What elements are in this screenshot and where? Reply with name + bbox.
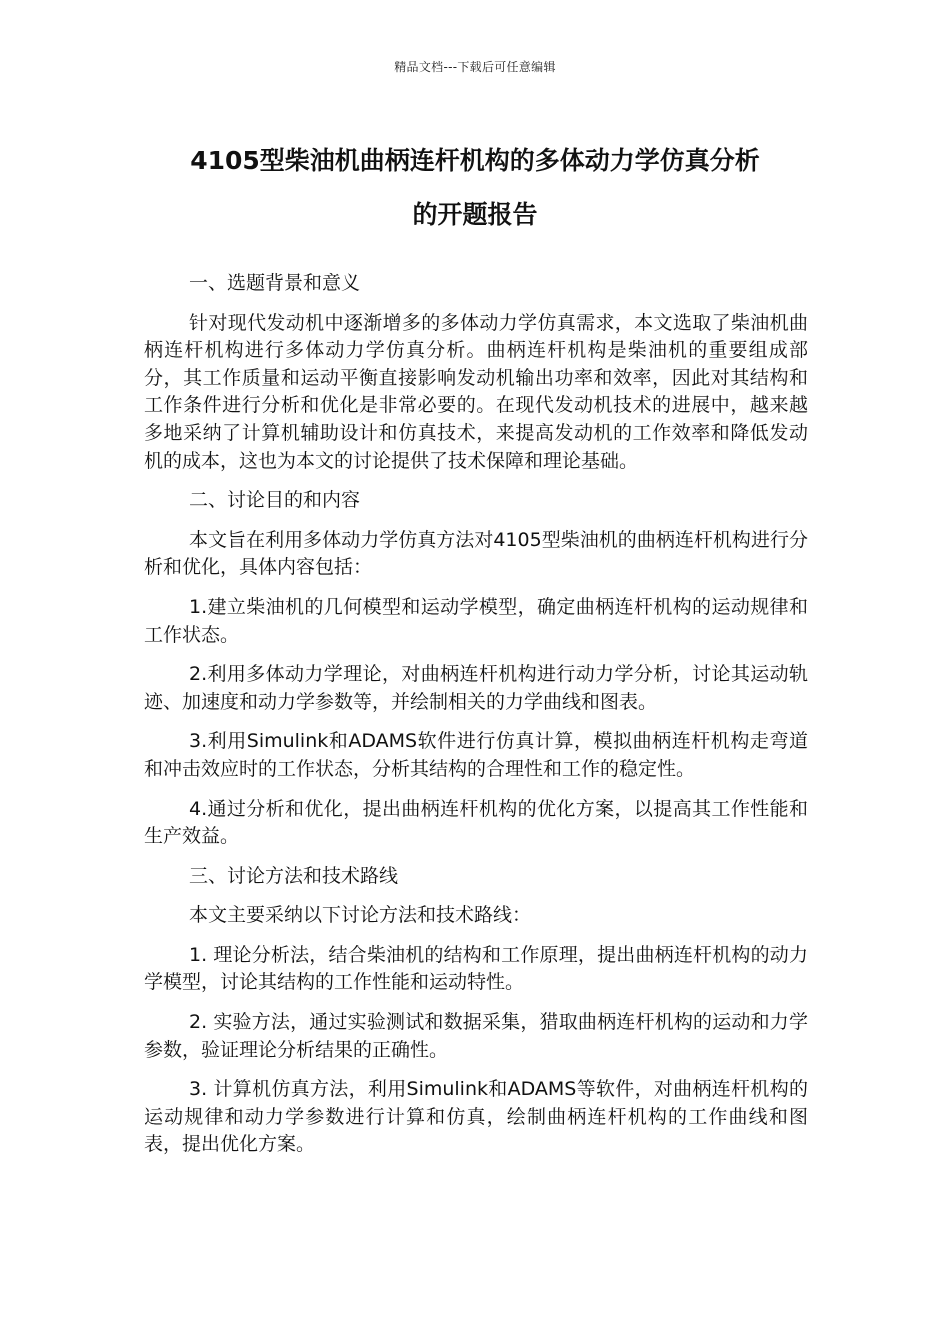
- paragraph: 针对现代发动机中逐渐增多的多体动力学仿真需求，本文选取了柴油机曲柄连杆机构进行多体动力学仿真分析。曲柄连杆机构是柴油机的重要组成部分，其工作质量和运动平衡直接影响发动机输出功率和效率，因此对其结构和工作条件进行分析和优化是非常必要的。在现代发动机技术的进展中，越来越多地采纳了计算机辅助设计和仿真技术，来提高发动机的工作效率和降低发动机的成本，这也为本文的讨论提供了技术保障和理论基础。: [144, 311, 808, 472]
- paragraph: 本文主要采纳以下讨论方法和技术路线：: [189, 904, 532, 927]
- section-heading-objectives: 二、讨论目的和内容: [189, 489, 361, 512]
- title-line-2: 的开题报告: [412, 200, 538, 229]
- section-heading-background: 一、选题背景和意义: [189, 272, 361, 294]
- section-heading-methods: 三、讨论方法和技术路线: [189, 864, 399, 887]
- list-item: 3. 计算机仿真方法，利用Simulink和ADAMS等软件，对曲柄连杆机构的运动规律和动力学参数进行计算和仿真，绘制曲柄连杆机构的工作曲线和图表，提出优化方案。: [144, 1078, 808, 1156]
- header-note: 精品文档---下载后可任意编辑: [394, 60, 556, 74]
- document-title: [120, 134, 830, 242]
- list-item: 2. 实验方法，通过实验测试和数据采集，猎取曲柄连杆机构的运动和力学参数，验证理论分析结果的正确性。: [144, 1011, 808, 1061]
- list-item: 1. 理论分析法，结合柴油机的结构和工作原理，提出曲柄连杆机构的动力学模型，讨论其结构的工作性能和运动特性。: [144, 943, 808, 994]
- list-item: 3.利用Simulink和ADAMS软件进行仿真计算，模拟曲柄连杆机构走弯道和冲击效应时的工作状态，分析其结构的合理性和工作的稳定性。: [144, 730, 808, 780]
- list-item: 4.通过分析和优化，提出曲柄连杆机构的优化方案，以提高其工作性能和生产效益。: [144, 797, 808, 848]
- title-line-1: 4105型柴油机曲柄连杆机构的多体动力学仿真分析: [190, 146, 760, 175]
- paragraph: 本文旨在利用多体动力学仿真方法对4105型柴油机的曲柄连杆机构进行分析和优化，具体内容包括：: [144, 528, 808, 579]
- list-item: 1.建立柴油机的几何模型和运动学模型，确定曲柄连杆机构的运动规律和工作状态。: [144, 595, 808, 646]
- document-body: [144, 270, 808, 1171]
- list-item: 2.利用多体动力学理论，对曲柄连杆机构进行动力学分析，讨论其运动轨迹、加速度和动力学参数等，并绘制相关的力学曲线和图表。: [144, 663, 808, 713]
